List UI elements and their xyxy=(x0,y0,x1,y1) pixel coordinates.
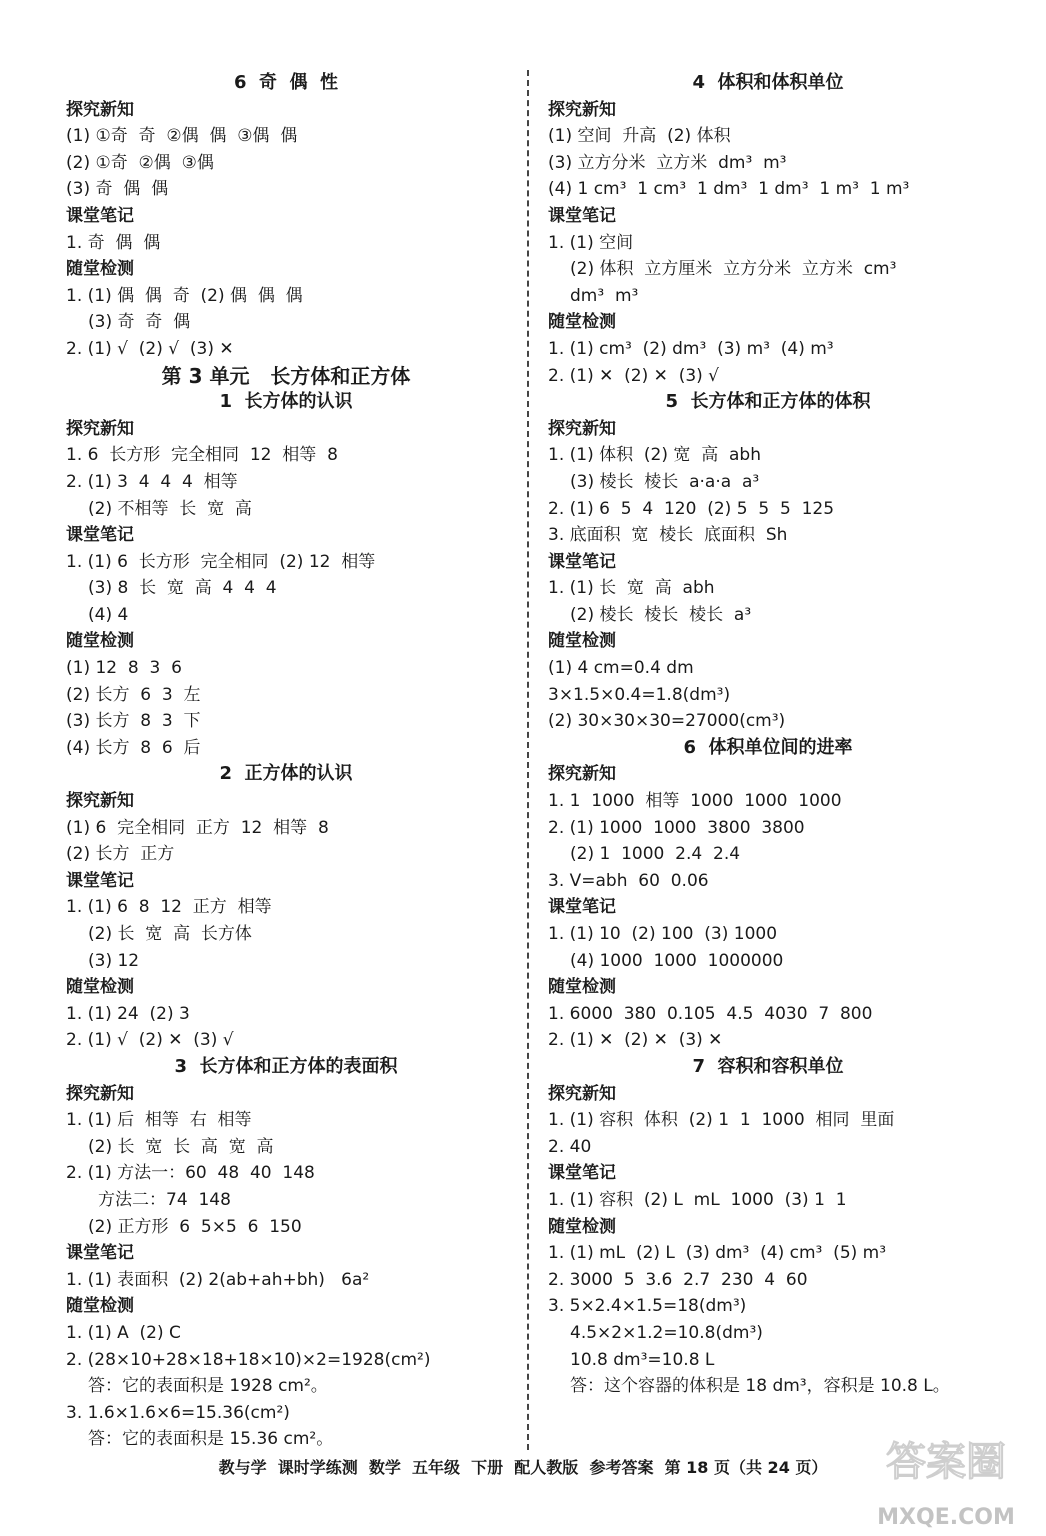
section-title: 3 长方体和正方体的表面积 xyxy=(174,1055,398,1077)
answer-line: (3) 8 长 宽 高 4 4 4 xyxy=(88,578,277,599)
answer-line: 答：这个容器的体积是 18 dm³，容积是 10.8 L。 xyxy=(570,1376,950,1397)
subheading: 随堂检测 xyxy=(66,977,134,998)
page-footer: 教与学 课时学练测 数学 五年级 下册 配人教版 参考答案 第 18 页（共 24 页） xyxy=(218,1458,828,1477)
answer-line: 方法二：74 148 xyxy=(98,1189,231,1210)
subheading: 探究新知 xyxy=(548,1083,616,1104)
subheading: 探究新知 xyxy=(548,764,616,785)
answer-line: (2) 正方形 6 5×5 6 150 xyxy=(88,1216,302,1237)
subheading: 课堂笔记 xyxy=(548,205,616,226)
answer-line: 3. 1.6×1.6×6=15.36(cm²) xyxy=(66,1402,290,1423)
answer-line: 1. (1) 空间 xyxy=(548,232,634,253)
answer-line: 2. (1) 1000 1000 3800 3800 xyxy=(548,817,805,838)
subheading: 探究新知 xyxy=(66,1083,134,1104)
answer-line: 3. 底面积 宽 棱长 底面积 Sh xyxy=(548,525,788,546)
answer-line: 2. (1) √ (2) ✕ (3) √ xyxy=(66,1030,234,1051)
answer-line: 2. (1) ✕ (2) ✕ (3) √ xyxy=(548,365,720,386)
column-divider xyxy=(527,70,529,1450)
answer-line: 1. (1) 后 相等 右 相等 xyxy=(66,1110,252,1131)
subheading: 课堂笔记 xyxy=(66,205,134,226)
left-column xyxy=(66,70,506,1453)
answer-line: (4) 4 xyxy=(88,604,129,625)
answer-line: 1. 6000 380 0.105 4.5 4030 7 800 xyxy=(548,1003,873,1024)
answer-line: (3) 12 xyxy=(88,950,140,971)
watermark-logo xyxy=(876,1430,1016,1490)
answer-line: 1. (1) 10 (2) 100 (3) 1000 xyxy=(548,924,778,944)
answer-line: (2) 长 宽 长 高 宽 高 xyxy=(88,1136,274,1157)
answer-line: 1. (1) 偶 偶 奇 (2) 偶 偶 偶 xyxy=(66,285,303,306)
answer-line: dm³ m³ xyxy=(570,285,639,306)
answer-line: 1. (1) 表面积 (2) 2(ab+ah+bh) 6a² xyxy=(66,1269,370,1290)
answer-line: 1. 1 1000 相等 1000 1000 1000 xyxy=(548,791,842,812)
svg-text:答案圈: 答案圈 xyxy=(886,1439,1006,1485)
answer-line: 1. 奇 偶 偶 xyxy=(66,232,161,253)
answer-line: (1) 空间 升高 (2) 体积 xyxy=(548,126,731,147)
answer-line: 1. (1) cm³ (2) dm³ (3) m³ (4) m³ xyxy=(548,338,834,359)
answer-line: (2) 30×30×30=27000(cm³) xyxy=(548,711,786,732)
answer-line: 2. (1) √ (2) √ (3) ✕ xyxy=(66,338,234,359)
answer-line: (3) 奇 奇 偶 xyxy=(88,312,191,333)
answer-line: (2) 体积 立方厘米 立方分米 立方米 cm³ xyxy=(570,259,897,280)
answer-line: 1. (1) 长 宽 高 abh xyxy=(548,578,715,599)
section-title: 7 容积和容积单位 xyxy=(692,1055,844,1077)
section-title: 1 长方体的认识 xyxy=(219,391,353,413)
answer-line: (2) ①奇 ②偶 ③偶 xyxy=(66,152,214,173)
unit-title: 第 3 单元 长方体和正方体 xyxy=(161,363,411,388)
answer-line: (1) 4 cm=0.4 dm xyxy=(548,658,694,679)
answer-line: 1. (1) 体积 (2) 宽 高 abh xyxy=(548,445,761,466)
answer-line: 1. (1) 6 8 12 正方 相等 xyxy=(66,897,272,918)
answer-line: (3) 立方分米 立方米 dm³ m³ xyxy=(548,152,787,173)
watermark-text: MXQE.COM xyxy=(877,1505,1015,1530)
answer-line: 1. (1) 24 (2) 3 xyxy=(66,1003,190,1024)
answer-line: 2. (1) 3 4 4 4 相等 xyxy=(66,471,238,492)
answer-line: (3) 长方 8 3 下 xyxy=(66,711,201,732)
right-column xyxy=(548,70,988,1400)
answer-line: 2. (1) ✕ (2) ✕ (3) ✕ xyxy=(548,1030,723,1051)
answer-line: 2. 40 xyxy=(548,1136,592,1157)
subheading: 探究新知 xyxy=(66,418,134,439)
answer-line: (2) 长 宽 高 长方体 xyxy=(88,924,252,944)
answer-line: (2) 棱长 棱长 棱长 a³ xyxy=(570,604,752,625)
section-title: 4 体积和体积单位 xyxy=(692,72,844,93)
subheading: 课堂笔记 xyxy=(66,870,134,891)
answer-line: 1. 6 长方形 完全相同 12 相等 8 xyxy=(66,445,338,466)
answer-line: 10.8 dm³=10.8 L xyxy=(570,1349,715,1370)
answer-line: 4.5×2×1.2=10.8(dm³) xyxy=(570,1322,763,1343)
answer-line: 答：它的表面积是 1928 cm²。 xyxy=(88,1376,328,1397)
answer-line: 2. (1) 6 5 4 120 (2) 5 5 5 125 xyxy=(548,498,835,519)
answer-line: 2. (28×10+28×18+18×10)×2=1928(cm²) xyxy=(66,1349,431,1370)
watermark xyxy=(866,1430,1026,1530)
answer-line: (2) 1 1000 2.4 2.4 xyxy=(570,844,741,865)
answer-line: (4) 1 cm³ 1 cm³ 1 dm³ 1 dm³ 1 m³ 1 m³ xyxy=(548,179,910,200)
subheading: 探究新知 xyxy=(66,99,134,120)
subheading: 课堂笔记 xyxy=(548,897,616,918)
answer-line: 1. (1) 容积 体积 (2) 1 1 1000 相同 里面 xyxy=(548,1110,895,1131)
answer-line: 3×1.5×0.4=1.8(dm³) xyxy=(548,684,731,705)
answer-line: (1) ①奇 奇 ②偶 偶 ③偶 偶 xyxy=(66,126,298,147)
answer-line: 1. (1) 容积 (2) L mL 1000 (3) 1 1 xyxy=(548,1189,847,1210)
subheading: 探究新知 xyxy=(548,99,616,120)
section-title: 2 正方体的认识 xyxy=(219,763,353,785)
answer-line: (2) 长方 6 3 左 xyxy=(66,684,201,705)
answer-line: (1) 6 完全相同 正方 12 相等 8 xyxy=(66,817,329,838)
answer-line: (4) 1000 1000 1000000 xyxy=(570,950,784,971)
answer-line: 2. 3000 5 3.6 2.7 230 4 60 xyxy=(548,1269,808,1290)
section-title: 6 体积单位间的进率 xyxy=(683,736,853,758)
answer-line: 1. (1) mL (2) L (3) dm³ (4) cm³ (5) m³ xyxy=(548,1243,887,1264)
subheading: 随堂检测 xyxy=(548,631,616,652)
answer-line: 3. 5×2.4×1.5=18(dm³) xyxy=(548,1296,747,1317)
answer-line: (3) 奇 偶 偶 xyxy=(66,179,169,200)
subheading: 随堂检测 xyxy=(548,1216,616,1237)
subheading: 课堂笔记 xyxy=(548,1163,616,1184)
subheading: 随堂检测 xyxy=(548,312,616,333)
subheading: 课堂笔记 xyxy=(66,525,134,546)
subheading: 随堂检测 xyxy=(66,259,134,280)
subheading: 探究新知 xyxy=(66,791,134,812)
subheading: 随堂检测 xyxy=(66,1296,134,1317)
answer-line: (3) 棱长 棱长 a·a·a a³ xyxy=(570,471,760,492)
subheading: 课堂笔记 xyxy=(548,551,616,572)
section-title: 6 奇 偶 性 xyxy=(233,72,339,93)
answer-line: 1. (1) A (2) C xyxy=(66,1322,181,1343)
answer-line: (2) 不相等 长 宽 高 xyxy=(88,498,252,519)
answer-line: (4) 长方 8 6 后 xyxy=(66,737,201,758)
subheading: 探究新知 xyxy=(548,418,616,439)
answer-line: 2. (1) 方法一：60 48 40 148 xyxy=(66,1163,315,1184)
subheading: 课堂笔记 xyxy=(66,1243,134,1264)
section-title: 5 长方体和正方体的体积 xyxy=(665,391,871,413)
answer-line: (2) 长方 正方 xyxy=(66,844,175,865)
answer-line: 1. (1) 6 长方形 完全相同 (2) 12 相等 xyxy=(66,551,376,572)
answer-line: (1) 12 8 3 6 xyxy=(66,658,182,679)
subheading: 随堂检测 xyxy=(66,631,134,652)
subheading: 随堂检测 xyxy=(548,977,616,998)
answer-line: 答：它的表面积是 15.36 cm²。 xyxy=(88,1429,334,1450)
answer-line: 3. V=abh 60 0.06 xyxy=(548,870,709,891)
